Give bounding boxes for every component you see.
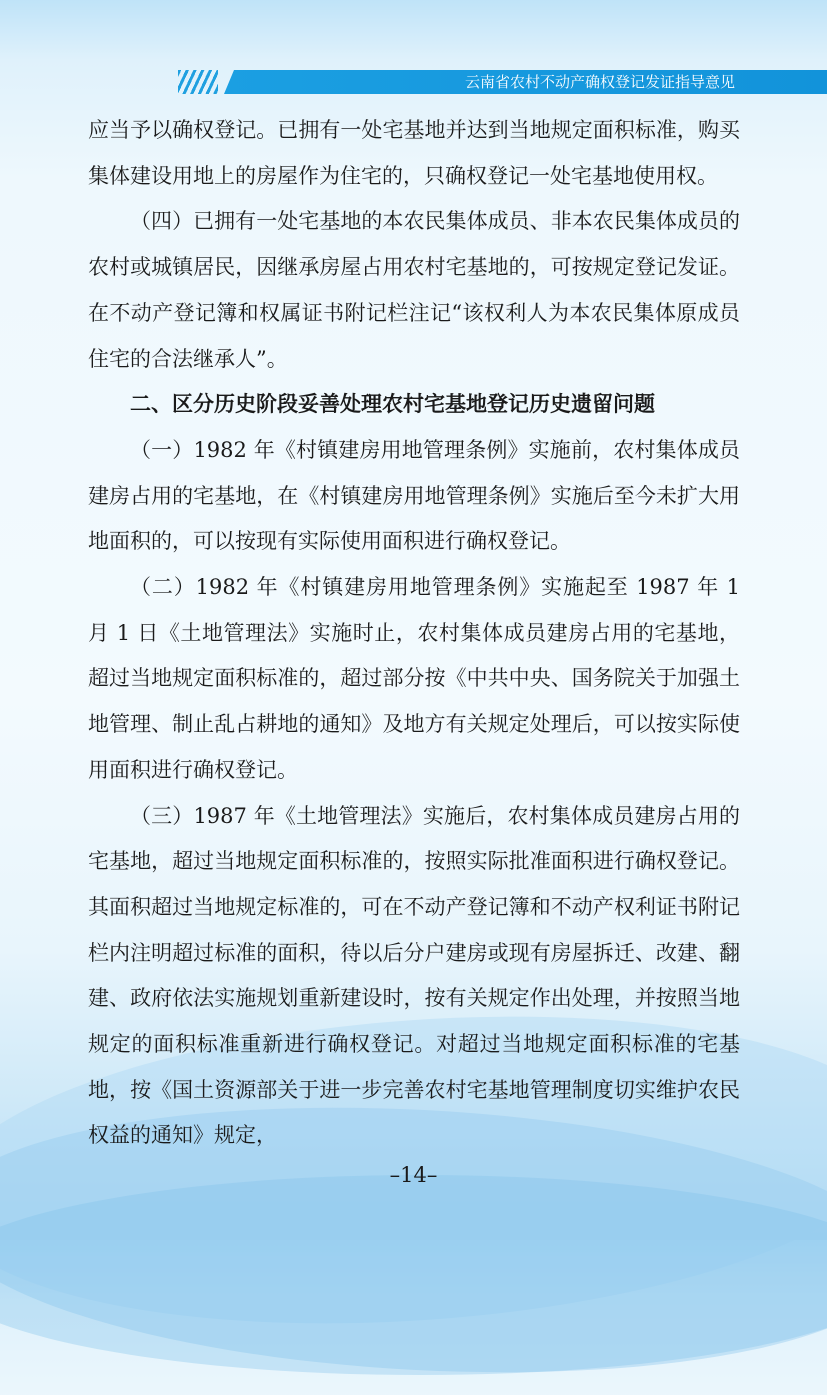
paragraph-item-1: （一）1982 年《村镇建房用地管理条例》实施前，农村集体成员建房占用的宅基地，在《村镇建房用地管理条例》实施后至今未扩大用地面积的，可以按现有实际使用面积进行确权登记。 — [88, 437, 740, 554]
page-number: –14– — [389, 1163, 438, 1187]
paragraph-item-2: （二）1982 年《村镇建房用地管理条例》实施起至 1987 年 1 月 1 日《土地管理法》实施时止，农村集体成员建房占用的宅基地，超过当地规定面积标准的，超过部分按《中共中央、国务院关于加强土地管理、制止乱占耕地的通知》及地方有关规定处理后，可以按实际使用面积进行确权登记。 — [88, 575, 740, 782]
paragraph-item-3: （三）1987 年《土地管理法》实施后，农村集体成员建房占用的宅基地，超过当地规定面积标准的，按照实际批准面积进行确权登记。其面积超过当地规定标准的，可在不动产登记簿和不动产权利证书附记栏内注明超过标准的面积，待以后分户建房或现有房屋拆迁、改建、翻建、政府依法实施规划重新建设时，按有关规定作出处理，并按照当地规定的面积标准重新进行确权登记。对超过当地规定面积标准的宅基地，按《国土资源部关于进一步完善农村宅基地管理制度切实维护农民权益的通知》规定， — [88, 803, 740, 1148]
background-wave — [0, 1175, 827, 1375]
header-title: 云南省农村不动产确权登记发证指导意见 — [464, 73, 735, 91]
section-heading-2: 二、区分历史阶段妥善处理农村宅基地登记历史遗留问题 — [130, 392, 655, 417]
running-header — [178, 70, 827, 94]
paragraph-item-4: （四）已拥有一处宅基地的本农民集体成员、非本农民集体成员的农村或城镇居民，因继承房屋占用农村宅基地的，可按规定登记发证。在不动产登记簿和权属证书附记栏注记“该权利人为本农民集体原成员住宅的合法继承人”。 — [88, 209, 740, 371]
header-stripes-decoration — [178, 70, 218, 94]
body-text — [88, 108, 740, 1159]
paragraph-continuation: 应当予以确权登记。已拥有一处宅基地并达到当地规定面积标准，购买集体建设用地上的房屋作为住宅的，只确权登记一处宅基地使用权。 — [88, 118, 740, 188]
